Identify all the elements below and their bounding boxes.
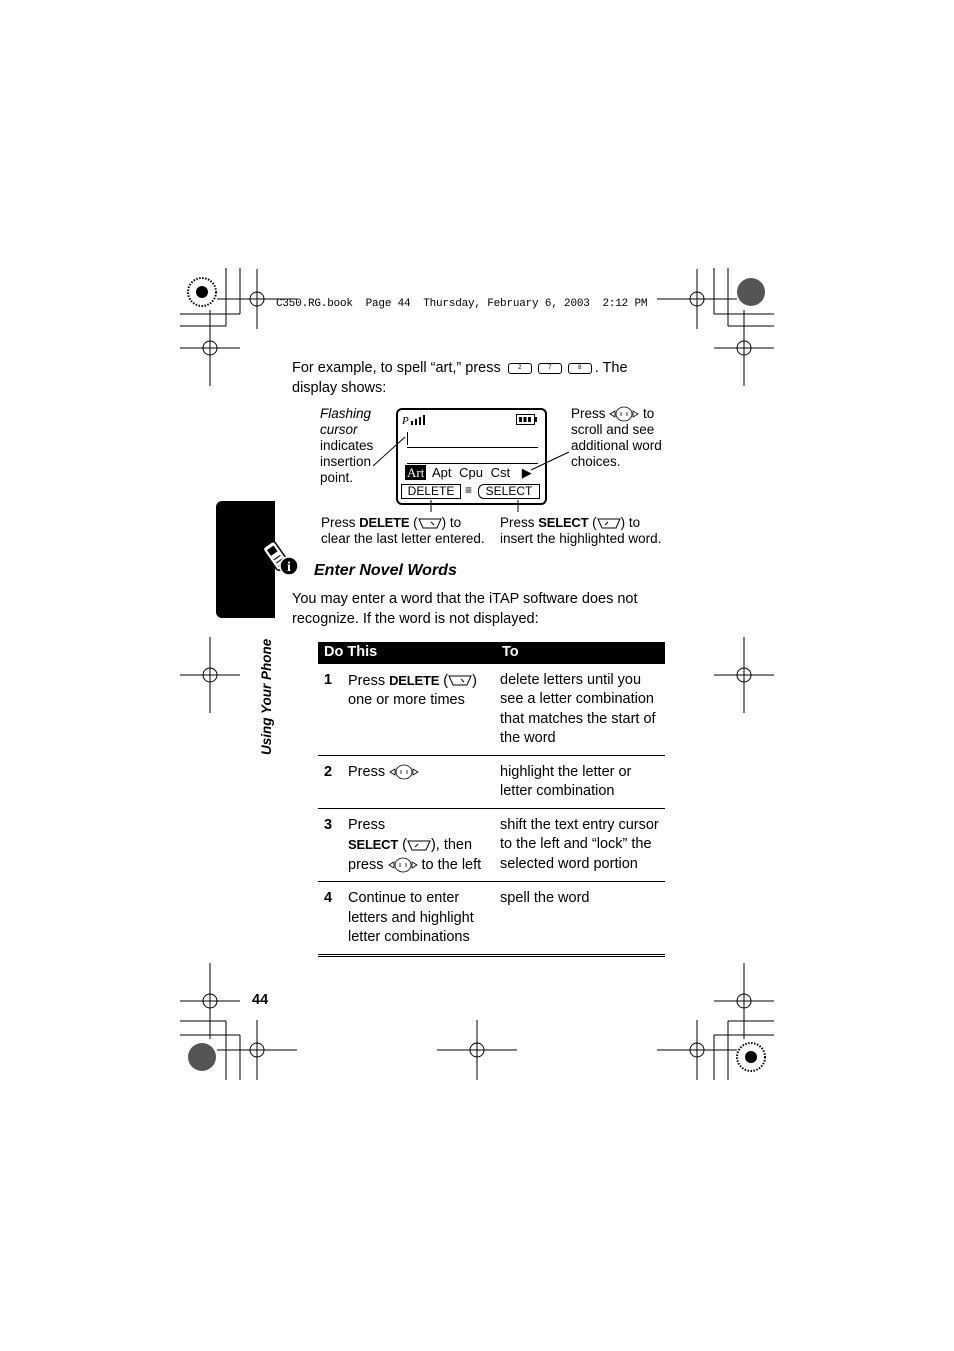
intro-paragraph: For example, to spell “art,” press 2 7 8 . The display shows: xyxy=(292,360,628,396)
word-choice[interactable]: Apt xyxy=(431,465,452,480)
more-arrow-icon: ▶ xyxy=(521,465,532,480)
nav-key-icon xyxy=(609,406,639,422)
step-result: delete letters until you see a letter combination that matches the start of the word xyxy=(496,664,665,756)
callout-scroll: Press to scroll and see additional word choices. xyxy=(571,406,662,470)
nav-key-icon xyxy=(389,764,419,780)
step-number: 1 xyxy=(318,664,344,756)
softkey-select[interactable]: SELECT xyxy=(478,484,540,499)
column-header: To xyxy=(496,642,665,664)
table-header xyxy=(318,642,665,664)
step-result: shift the text entry cursor to the left and “lock” the selected word portion xyxy=(496,808,665,882)
step-action: Press DELETE ( ) one or more times xyxy=(344,664,496,756)
step-result: highlight the letter or letter combination xyxy=(496,755,665,808)
section-body: You may enter a word that the iTAP software does not recognize. If the word is not displayed: xyxy=(292,591,638,627)
intro-text-line2: display shows: xyxy=(292,380,387,396)
table-row xyxy=(318,882,665,956)
step-number: 2 xyxy=(318,755,344,808)
key-2-icon: 2 xyxy=(508,363,532,374)
word-choice[interactable]: Cpu xyxy=(459,465,483,480)
step-action: Continue to enter letters and highlight letter combinations xyxy=(344,882,496,956)
table-row xyxy=(318,755,665,808)
section-title: Enter Novel Words xyxy=(314,562,457,579)
svg-text:P: P xyxy=(402,415,409,427)
step-action: Press xyxy=(344,755,496,808)
callout-cursor: Flashing cursor indicates insertion point. xyxy=(320,406,374,485)
page-number: 44 xyxy=(252,992,269,1008)
step-result: spell the word xyxy=(496,882,665,956)
step-number: 4 xyxy=(318,882,344,956)
callout-delete: Press DELETE ( ) to clear the last letter entered. xyxy=(321,515,485,546)
right-softkey-icon xyxy=(407,840,431,851)
steps-table xyxy=(318,642,665,957)
column-header: Do This xyxy=(318,642,496,664)
side-tab-label: Using Your Phone xyxy=(259,638,274,755)
left-softkey-icon xyxy=(448,675,472,686)
table-row xyxy=(318,664,665,756)
intro-text: For example, to spell “art,” press xyxy=(292,360,501,376)
key-7-icon: 7 xyxy=(538,363,562,374)
word-choice[interactable]: Cst xyxy=(490,465,511,480)
left-softkey-icon xyxy=(418,518,442,529)
right-softkey-icon xyxy=(597,518,621,529)
step-action: Press SELECT ( ), then press to the left xyxy=(344,808,496,882)
step-number: 3 xyxy=(318,808,344,882)
callout-select: Press SELECT ( ) to insert the highlighted word. xyxy=(500,515,662,546)
softkey-delete[interactable]: DELETE xyxy=(401,484,461,499)
menu-icon: ≡ xyxy=(465,483,473,497)
nav-key-icon xyxy=(388,857,418,873)
svg-text:i: i xyxy=(287,560,291,575)
phone-info-icon xyxy=(258,536,302,580)
key-8-icon: 8 xyxy=(568,363,592,374)
table-row xyxy=(318,808,665,882)
print-header: C350.RG.book Page 44 Thursday, February 6, 2003 2:12 PM xyxy=(276,298,648,310)
word-choice-selected[interactable]: Art xyxy=(407,465,425,480)
